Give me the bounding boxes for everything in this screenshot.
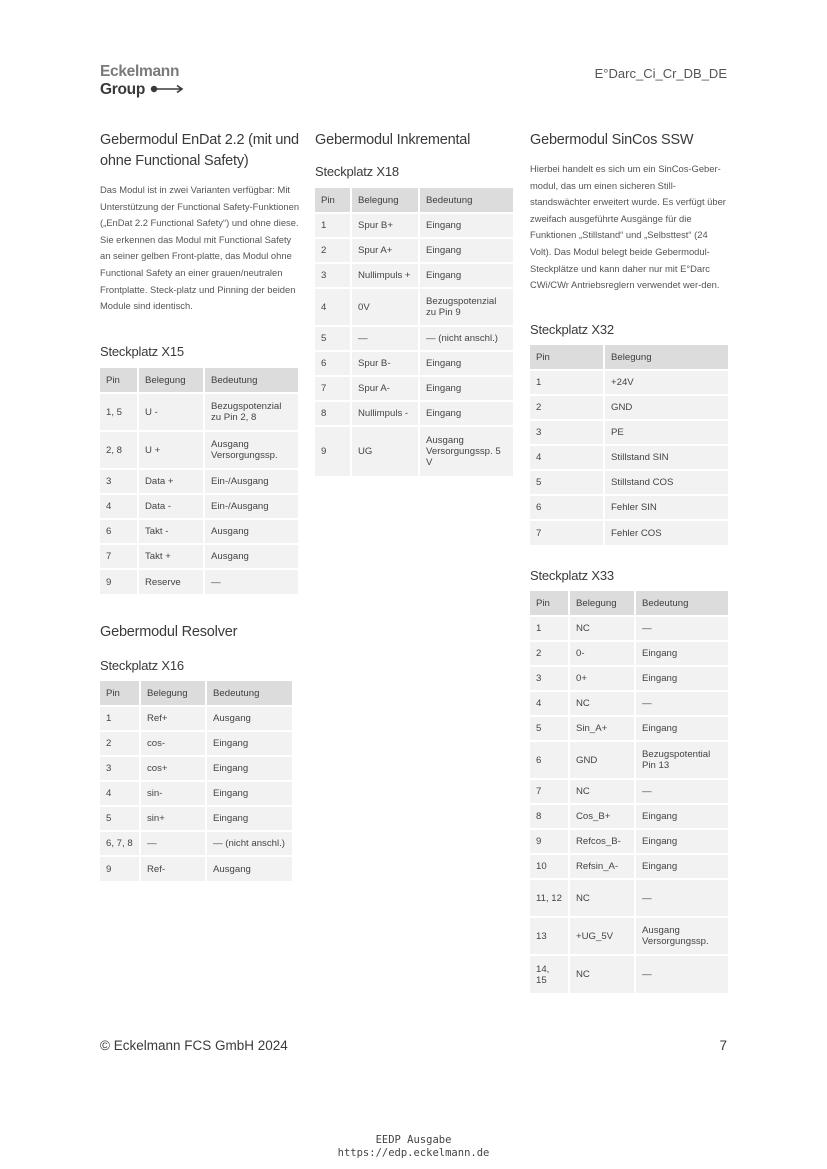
bedeutung-cell: Eingang [206,756,292,781]
column-header-bedeutung: Bedeutung [206,681,292,706]
pin-cell: 4 [100,494,138,519]
bedeutung-cell: Ein-/Ausgang [204,494,298,519]
pin-cell: 1 [100,706,140,731]
pin-cell: 1 [530,370,604,395]
belegung-cell: 0+ [569,666,635,691]
belegung-cell: GND [604,395,728,420]
column-header-belegung: Belegung [604,345,728,370]
bedeutung-cell: Eingang [419,238,513,263]
resolver-slot-title: Steckplatz X16 [100,658,184,673]
endat-paragraph: Das Modul ist in zwei Varianten verfügbar: Mit Unterstützung der Functional Safety-Funktionen („EnDat 2.2 Functional Safety“) und ohne diese. Sie erkennen das Modul mit Functional Safety an seiner gelben Front-platte, das Modul ohne Functional Safety an einer grauen/neutralen Frontplatte. Steck-platz und Pinning der beiden Module sind identisch. [100,184,300,312]
belegung-cell: — [351,326,419,351]
column-header-pin: Pin [530,345,604,370]
table-row [530,470,728,495]
column-header-pin: Pin [315,188,351,213]
table-row [530,917,728,955]
pin-cell: 2 [530,641,569,666]
table-row [100,806,292,831]
pin-cell: 9 [530,829,569,854]
table-row [315,263,513,288]
belegung-cell: Reserve [138,569,204,594]
table-row [530,804,728,829]
bedeutung-cell: Eingang [419,351,513,376]
sincos-slot33-title: Steckplatz X33 [530,568,614,583]
table-row [100,731,292,756]
pin-cell: 7 [100,544,138,569]
table-header-row [315,188,513,213]
belegung-cell: sin- [140,781,206,806]
belegung-cell: U - [138,393,204,431]
sincos-title: Gebermodul SinCos SSW [530,132,694,148]
belegung-cell: cos+ [140,756,206,781]
copyright-text: © Eckelmann FCS GmbH 2024 [100,1038,288,1053]
table-row [315,288,513,326]
pin-cell: 2, 8 [100,431,138,469]
belegung-cell: PE [604,420,728,445]
table-row [315,238,513,263]
bedeutung-cell: Ausgang [204,544,298,569]
edp-notice [0,1134,827,1160]
bedeutung-cell: Eingang [206,731,292,756]
table-row [315,426,513,476]
endat-slot-title: Steckplatz X15 [100,344,184,359]
pin-cell: 1, 5 [100,393,138,431]
belegung-cell: Stillstand COS [604,470,728,495]
table-row [100,856,292,881]
belegung-cell: Refsin_A- [569,854,635,879]
column-header-belegung: Belegung [140,681,206,706]
pin-cell: 3 [530,666,569,691]
bedeutung-cell: — [635,779,728,804]
pin-cell: 2 [100,731,140,756]
belegung-cell: Spur B- [351,351,419,376]
belegung-cell: NC [569,879,635,917]
logo-line2-text: Group [100,80,145,98]
pin-cell: 9 [100,569,138,594]
belegung-cell: Spur B+ [351,213,419,238]
pin-cell: 1 [315,213,351,238]
bedeutung-cell: — [635,955,728,993]
belegung-cell: — [140,831,206,856]
belegung-cell: Takt + [138,544,204,569]
belegung-cell: Spur A+ [351,238,419,263]
pin-cell: 7 [530,779,569,804]
logo-line1: Eckelmann [100,63,180,80]
table-row [100,569,298,594]
bedeutung-cell: — [635,691,728,716]
bedeutung-cell: Eingang [635,666,728,691]
table-row [530,691,728,716]
pin-cell: 4 [530,445,604,470]
pin-cell: 3 [315,263,351,288]
bedeutung-cell: Bezugspotenzial zu Pin 2, 8 [204,393,298,431]
belegung-cell: NC [569,955,635,993]
belegung-cell: Cos_B+ [569,804,635,829]
pin-cell: 3 [100,756,140,781]
page-number: 7 [719,1038,727,1053]
pin-cell: 3 [100,469,138,494]
pin-cell: 6 [315,351,351,376]
table-row [530,520,728,545]
pin-cell: 8 [530,804,569,829]
bedeutung-cell: — [635,616,728,641]
bedeutung-cell: Eingang [635,804,728,829]
table-row [315,376,513,401]
belegung-cell: NC [569,616,635,641]
belegung-cell: NC [569,779,635,804]
bedeutung-cell: — (nicht anschl.) [419,326,513,351]
table-row [530,445,728,470]
bedeutung-cell: — [204,569,298,594]
pin-cell: 6 [530,495,604,520]
pin-cell: 5 [315,326,351,351]
sincos-slot32-title: Steckplatz X32 [530,322,614,337]
column-header-bedeutung: Bedeutung [419,188,513,213]
belegung-cell: sin+ [140,806,206,831]
table-row [100,781,292,806]
belegung-cell: Data + [138,469,204,494]
bedeutung-cell: Eingang [635,716,728,741]
column-header-bedeutung: Bedeutung [635,591,728,616]
sincos-paragraph: Hierbei handelt es sich um ein SinCos-Geber-modul, das um einen sicheren Still-standswächter erweitert wurde. Es verfügt über zweifach ausgeführte Ausgänge für die Funktionen „Stillstand“ und „Selbsttest“ (24 Volt). Das Modul belegt beide Gebermodul-Steckplätze und kann daher nur mit E°Darc CWi/CWr Antriebsreglern verwendet wer-den. [530,163,726,291]
pin-cell: 7 [530,520,604,545]
sincos-x32-pin-table [530,345,728,545]
belegung-cell: Fehler SIN [604,495,728,520]
belegung-cell: Nullimpuls - [351,401,419,426]
pin-cell: 5 [100,806,140,831]
belegung-cell: Nullimpuls + [351,263,419,288]
bedeutung-cell: Ausgang [206,706,292,731]
pin-cell: 6, 7, 8 [100,831,140,856]
endat-title: Gebermodul EnDat 2.2 (mit und ohne Functional Safety) [100,132,299,169]
column-header-pin: Pin [100,681,140,706]
inkremental-pin-table [315,188,513,476]
belegung-cell: Fehler COS [604,520,728,545]
bedeutung-cell: Eingang [419,376,513,401]
logo-arrow-icon [150,84,184,94]
table-row [530,495,728,520]
pin-cell: 11, 12 [530,879,569,917]
table-row [530,829,728,854]
pin-cell: 4 [100,781,140,806]
pin-cell: 4 [315,288,351,326]
bedeutung-cell: Eingang [419,263,513,288]
belegung-cell: Stillstand SIN [604,445,728,470]
bedeutung-cell: Eingang [635,641,728,666]
pin-cell: 6 [530,741,569,779]
bedeutung-cell: Ausgang Versorgungssp. [204,431,298,469]
pin-cell: 3 [530,420,604,445]
sincos-section [530,130,730,294]
belegung-cell: 0V [351,288,419,326]
belegung-cell: Spur A- [351,376,419,401]
column-header-belegung: Belegung [138,368,204,393]
table-row [315,213,513,238]
sincos-x33-pin-table [530,591,728,993]
table-row [530,854,728,879]
belegung-cell: Data - [138,494,204,519]
bedeutung-cell: Eingang [206,781,292,806]
belegung-cell: +24V [604,370,728,395]
edp-title: EEDP Ausgabe [375,1134,452,1146]
bedeutung-cell: Bezugspotenzial zu Pin 9 [419,288,513,326]
belegung-cell: Takt - [138,519,204,544]
table-row [315,351,513,376]
pin-cell: 13 [530,917,569,955]
belegung-cell: cos- [140,731,206,756]
pin-cell: 5 [530,470,604,495]
bedeutung-cell: Ein-/Ausgang [204,469,298,494]
table-row [100,544,298,569]
bedeutung-cell: Ausgang Versorgungssp. 5 V [419,426,513,476]
inkremental-title: Gebermodul Inkremental [315,132,471,148]
belegung-cell: Sin_A+ [569,716,635,741]
bedeutung-cell: Eingang [206,806,292,831]
bedeutung-cell: Bezugspotential Pin 13 [635,741,728,779]
column-header-bedeutung: Bedeutung [204,368,298,393]
table-row [530,879,728,917]
belegung-cell: UG [351,426,419,476]
bedeutung-cell: — (nicht anschl.) [206,831,292,856]
table-row [530,716,728,741]
table-header-row [100,368,298,393]
table-row [530,395,728,420]
edp-url: https://edp.eckelmann.de [337,1147,490,1159]
pin-cell: 1 [530,616,569,641]
logo-line2 [100,82,184,98]
bedeutung-cell: Eingang [635,854,728,879]
pin-cell: 7 [315,376,351,401]
inkremental-slot-title: Steckplatz X18 [315,164,399,179]
pin-cell: 4 [530,691,569,716]
table-row [100,706,292,731]
table-row [315,326,513,351]
table-row [100,756,292,781]
pin-cell: 10 [530,854,569,879]
bedeutung-cell: Ausgang [204,519,298,544]
pin-cell: 9 [315,426,351,476]
belegung-cell: U + [138,431,204,469]
table-header-row [530,591,728,616]
pin-cell: 2 [315,238,351,263]
bedeutung-cell: Ausgang [206,856,292,881]
table-header-row [100,681,292,706]
column-header-belegung: Belegung [569,591,635,616]
endat-pin-table [100,368,298,594]
bedeutung-cell: Ausgang Versorgungssp. [635,917,728,955]
pin-cell: 6 [100,519,138,544]
company-logo [100,64,184,97]
table-row [100,494,298,519]
column-header-pin: Pin [100,368,138,393]
table-row [530,741,728,779]
belegung-cell: Ref+ [140,706,206,731]
resolver-title: Gebermodul Resolver [100,624,238,640]
table-row [315,401,513,426]
table-row [530,616,728,641]
table-header-row [530,345,728,370]
table-row [530,420,728,445]
bedeutung-cell: Eingang [635,829,728,854]
pin-cell: 2 [530,395,604,420]
belegung-cell: NC [569,691,635,716]
column-header-belegung: Belegung [351,188,419,213]
table-row [530,955,728,993]
pin-cell: 9 [100,856,140,881]
bedeutung-cell: — [635,879,728,917]
belegung-cell: GND [569,741,635,779]
column-header-pin: Pin [530,591,569,616]
pin-cell: 14, 15 [530,955,569,993]
bedeutung-cell: Eingang [419,213,513,238]
table-row [530,779,728,804]
table-row [100,519,298,544]
table-row [530,666,728,691]
belegung-cell: Ref- [140,856,206,881]
belegung-cell: Refcos_B- [569,829,635,854]
table-row [100,431,298,469]
document-code: E°Darc_Ci_Cr_DB_DE [594,66,727,81]
table-row [530,370,728,395]
table-row [530,641,728,666]
belegung-cell: 0- [569,641,635,666]
pin-cell: 5 [530,716,569,741]
pin-cell: 8 [315,401,351,426]
table-row [100,831,292,856]
resolver-pin-table [100,681,292,881]
table-row [100,393,298,431]
belegung-cell: +UG_5V [569,917,635,955]
bedeutung-cell: Eingang [419,401,513,426]
table-row [100,469,298,494]
endat-section [100,130,300,315]
